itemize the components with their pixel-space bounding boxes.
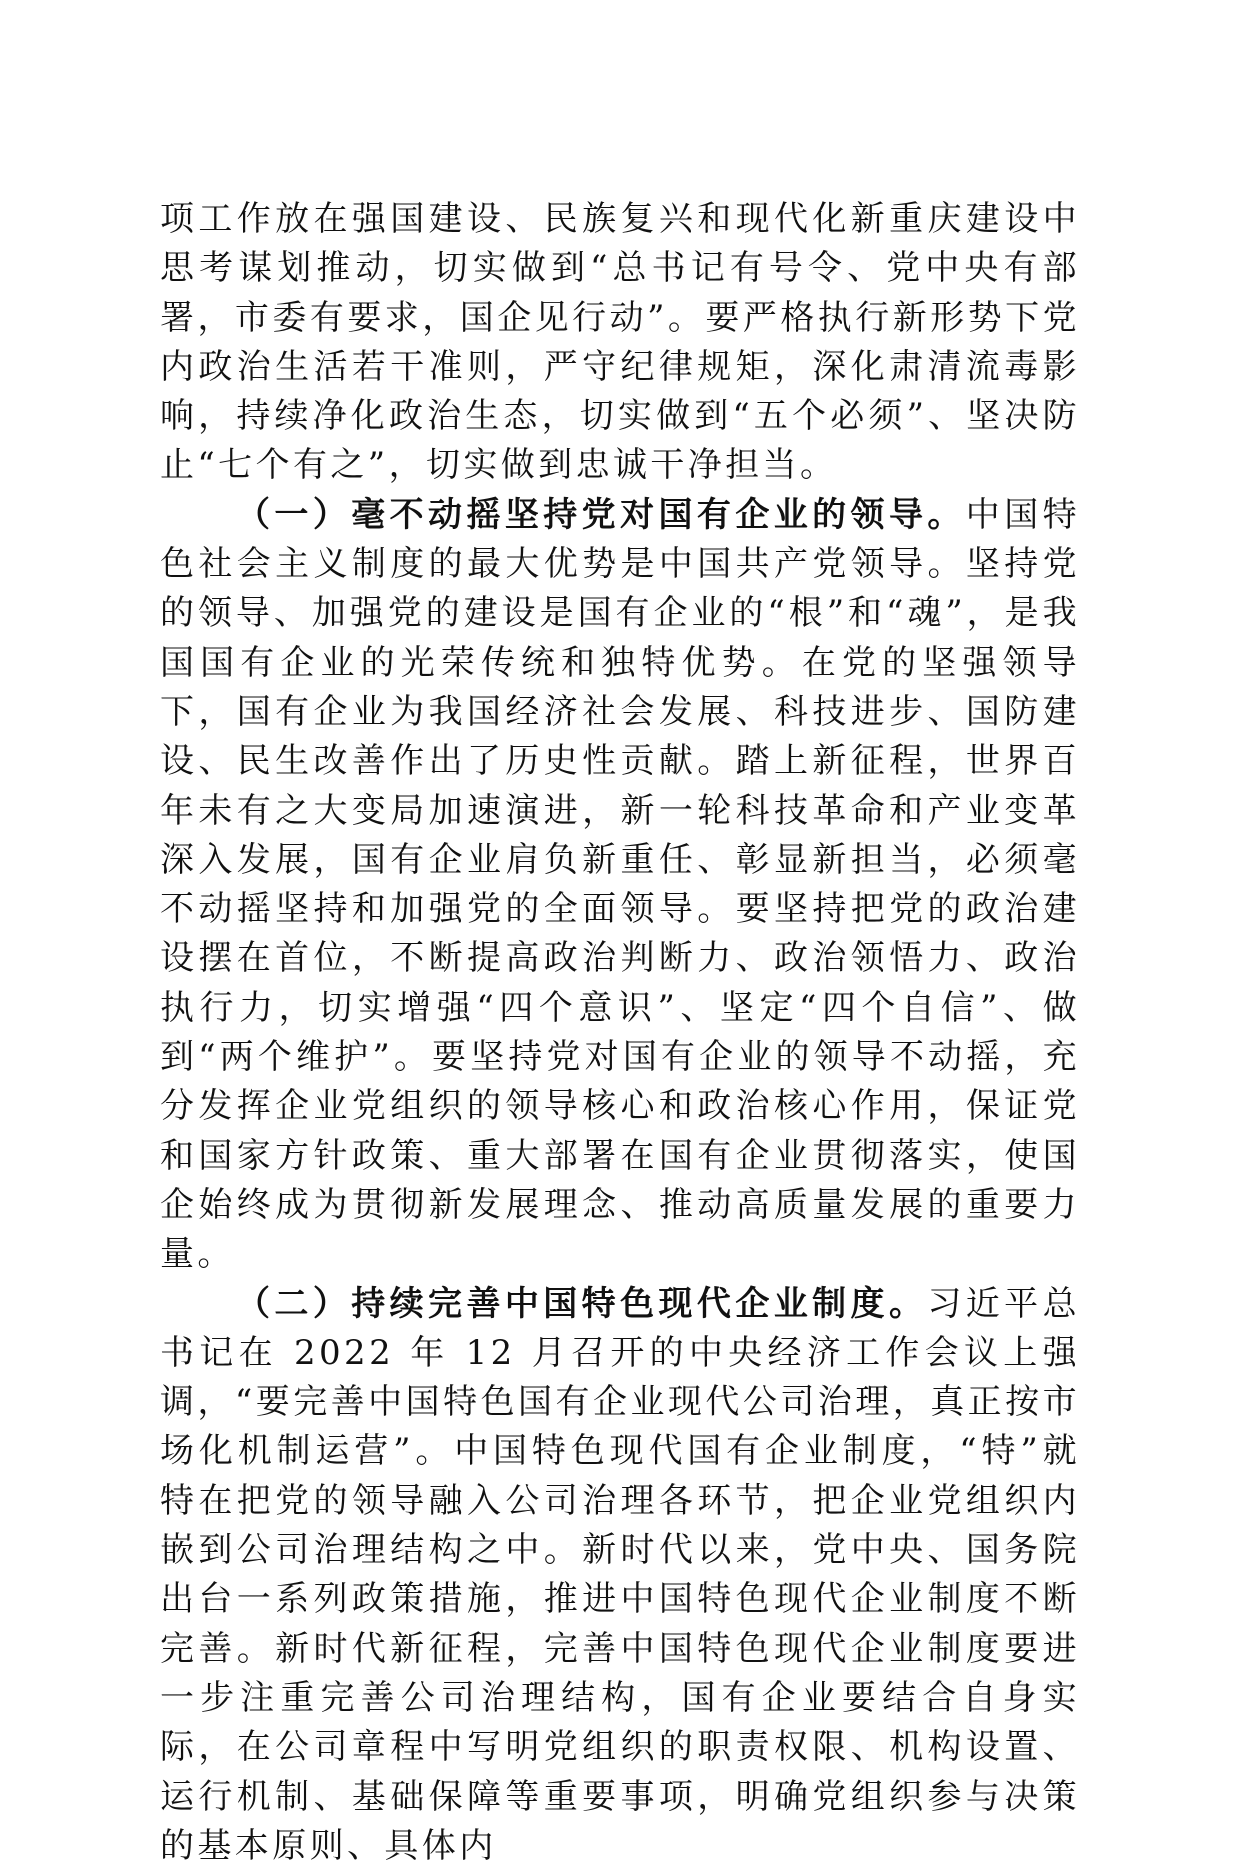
document-page xyxy=(160,195,1080,1871)
paragraph-section-1 xyxy=(160,491,1080,1280)
paragraph-section-2 xyxy=(160,1280,1080,1871)
paragraph-continuation xyxy=(160,195,1080,491)
paragraph-text: 项工作放在强国建设、民族复兴和现代化新重庆建设中思考谋划推动，切实做到“总书记有号令、党中央有部署，市委有要求，国企见行动”。要严格执行新形势下党内政治生活若干准则，严守纪律规矩，深化肃清流毒影响，持续净化政治生态，切实做到“五个必须”、坚决防止“七个有之”，切实做到忠诚干净担当。 xyxy=(160,199,1080,486)
paragraph-text: 中国特色社会主义制度的最大优势是中国共产党领导。坚持党的领导、加强党的建设是国有企业的“根”和“魂”，是我国国有企业的光荣传统和独特优势。在党的坚强领导下，国有企业为我国经济社会发展、科技进步、国防建设、民生改善作出了历史性贡献。踏上新征程，世界百年未有之大变局加速演进，新一轮科技革命和产业变革深入发展，国有企业肩负新重任、彰显新担当，必须毫不动摇坚持和加强党的全面领导。要坚持把党的政治建设摆在首位，不断提高政治判断力、政治领悟力、政治执行力，切实增强“四个意识”、坚定“四个自信”、做到“两个维护”。要坚持党对国有企业的领导不动摇，充分发挥企业党组织的领导核心和政治核心作用，保证党和国家方针政策、重大部署在国有企业贯彻落实，使国企始终成为贯彻新发展理念、推动高质量发展的重要力量。 xyxy=(160,494,1080,1275)
section-heading: （二）持续完善中国特色现代企业制度。 xyxy=(236,1283,928,1324)
paragraph-text: 习近平总书记在 2022 年 12 月召开的中央经济工作会议上强调，“要完善中国特色国有企业现代公司治理，真正按市场化机制运营”。中国特色现代国有企业制度，“特”就特在把党的领导融入公司治理各环节，把企业党组织内嵌到公司治理结构之中。新时代以来，党中央、国务院出台一系列政策措施，推进中国特色现代企业制度不断完善。新时代新征程，完善中国特色现代企业制度要进一步注重完善公司治理结构，国有企业要结合自身实际，在公司章程中写明党组织的职责权限、机构设置、运行机制、基础保障等重要事项，明确党组织参与决策的基本原则、具体内 xyxy=(160,1283,1080,1866)
section-heading: （一）毫不动摇坚持党对国有企业的领导。 xyxy=(236,494,966,535)
